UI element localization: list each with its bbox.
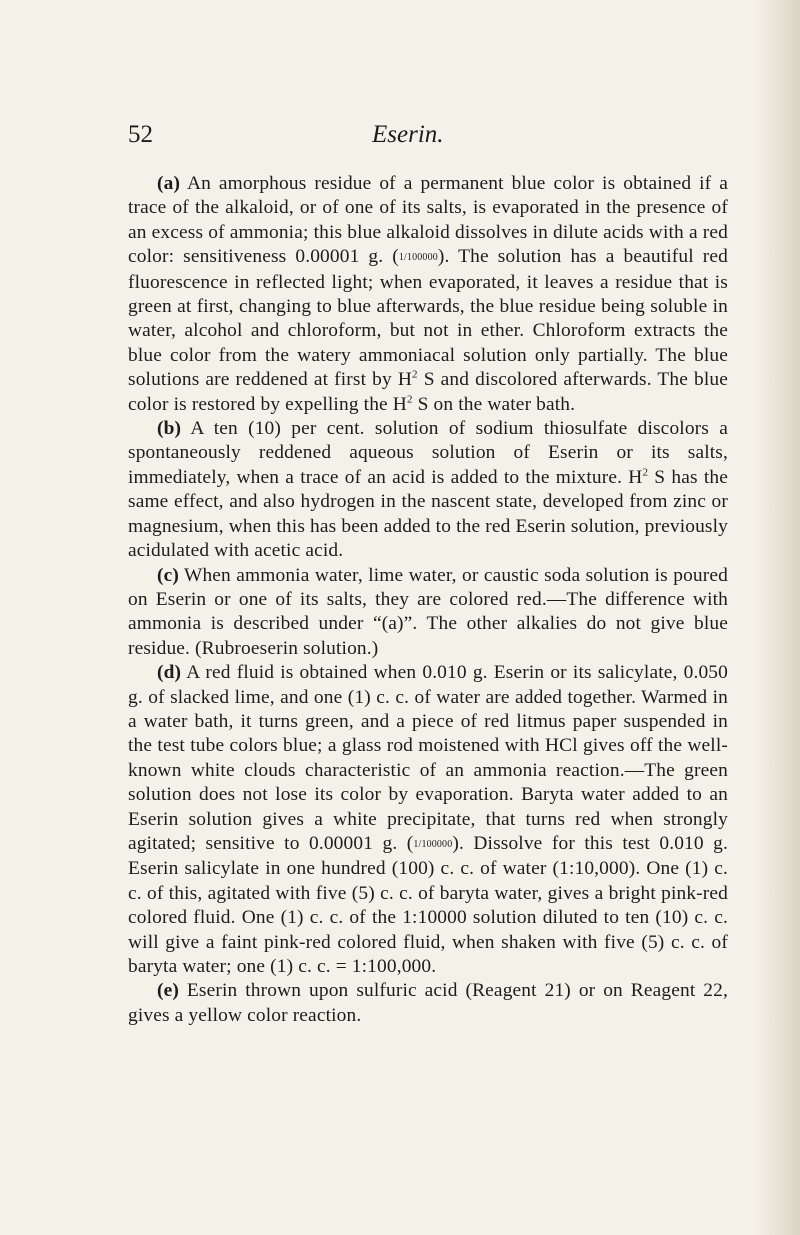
page-number: 52 bbox=[128, 121, 153, 148]
paragraph-d bbox=[128, 661, 728, 979]
superscript: 2 bbox=[642, 466, 649, 479]
paragraph-e bbox=[128, 979, 728, 1028]
paragraph-label: (e) bbox=[157, 980, 179, 1002]
fraction: 1/100000 bbox=[413, 838, 453, 850]
paragraph-text: S has the same effect, and also hydrogen in the nascent state, developed from zinc or magnesium, when this has been added to the red Eserin solution, previously acidulated with acetic acid. bbox=[128, 466, 728, 562]
paragraph-text: An amorphous residue of a permanent blue color is obtained if a trace of the alkaloid, or of one of its salts, is evaporated in the presence of an excess of ammonia; this blue alkaloid dissolves in dilute acids with a red color: sensitiveness 0.00001 g. ( bbox=[128, 173, 728, 268]
paragraph-label: (b) bbox=[157, 418, 182, 440]
superscript: 2 bbox=[412, 368, 418, 381]
page-edge-shadow bbox=[754, 0, 800, 1235]
running-title: Eserin. bbox=[372, 121, 444, 148]
paragraph-text: ). Dissolve for this test 0.010 g. Eserin salicylate in one hundred (100) c. c. of water (1:10,000). One (1) c. c. of this, agitated with five (5) c. c. of baryta water, gives a bright pink-red colored fluid. One (1) c. c. of the 1:10000 solution diluted to ten (10) c. c. will give a faint pink-red colored fluid, when shaken with five (5) c. c. of baryta water; one (1) c. c. = 1:100,000. bbox=[128, 832, 728, 977]
paragraph-label: (c) bbox=[157, 564, 179, 586]
paragraph-c bbox=[128, 564, 728, 662]
paragraph-label: (d) bbox=[157, 662, 182, 684]
paragraph-text: A red fluid is obtained when 0.010 g. Eserin or its salicylate, 0.050 g. of slacked lime, and one (1) c. c. of water are added together. Warmed in a water bath, it turns green, and a piece of red litmus paper suspended in the test tube colors blue; a glass rod moistened with HCl gives off the well-known white clouds characteristic of an ammonia reaction.—The green solution does not lose its color by evaporation. Baryta water added to an Eserin solution gives a white precipitate, that turns red when strongly agitated; sensitive to 0.00001 g. ( bbox=[128, 662, 728, 854]
paragraph-text: S on the water bath. bbox=[412, 393, 576, 415]
body-text bbox=[128, 172, 728, 1028]
paragraph-a bbox=[128, 172, 728, 417]
paragraph-text: Eserin thrown upon sulfuric acid (Reagent 21) or on Reagent 22, gives a yellow color reaction. bbox=[128, 980, 728, 1026]
paragraph-label: (a) bbox=[157, 173, 181, 194]
fraction: 1/100000 bbox=[398, 252, 438, 264]
paragraph-text: A ten (10) per cent. solution of sodium thiosulfate discolors a spontaneously reddened aqueous solution of Eserin or its salts, immediately, when a trace of an acid is added to the mixture. H bbox=[128, 418, 728, 488]
paragraph-text: ). The solution has a beautiful red fluorescence in reflected light; when evaporated, it leaves a residue that is green at first, changing to blue afterwards, the blue residue being soluble in water, alcohol and chloroform, but not in ether. Chloroform extracts the blue color from the watery ammoniacal solution only partially. The blue solutions are reddened at first by H bbox=[128, 246, 728, 391]
paragraph-text: When ammonia water, lime water, or caustic soda solution is poured on Eserin or one of its salts, they are colored red.—The difference with ammonia is described under “(a)”. The other alkalies do not give blue residue. (Rubroeserin solution.) bbox=[128, 564, 728, 659]
paragraph-b bbox=[128, 417, 728, 563]
paragraph-text: S and discolored afterwards. The blue color is restored by expelling the H bbox=[128, 369, 728, 415]
page-header bbox=[128, 121, 688, 155]
superscript: 2 bbox=[406, 393, 413, 406]
